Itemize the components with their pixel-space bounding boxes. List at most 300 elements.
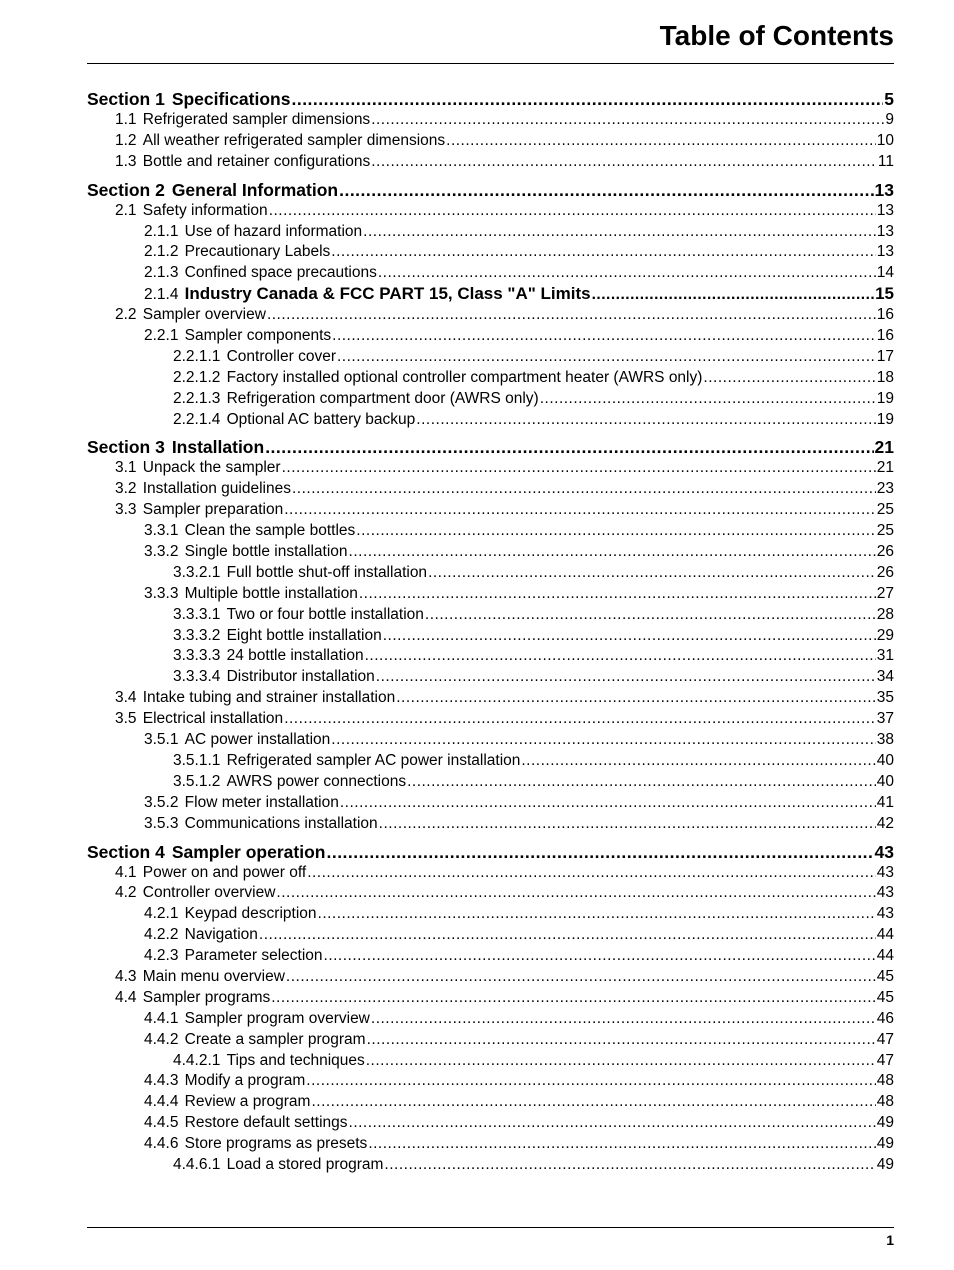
toc-entry-title: Sampler preparation [142,501,284,519]
toc-entry-page: 37 [876,710,894,728]
toc-entry[interactable] [87,730,894,751]
toc-entry-label [144,1113,348,1134]
toc-entry-title: Multiple bottle installation [184,584,358,602]
toc-entry-number: Section 2 [87,179,165,200]
toc-entry-label [115,967,285,988]
toc-entry-number: 1.1 [115,111,137,128]
toc-entry[interactable] [87,410,894,431]
toc-entry-label [87,180,338,201]
toc-entry-label [173,389,539,410]
toc-entry[interactable] [87,1030,894,1051]
page-number: 1 [886,1232,894,1248]
toc-entry-title: Restore default settings [184,1114,348,1132]
toc-entry-number: 3.5.1 [144,731,179,749]
toc-entry-number: 4.4.3 [144,1072,179,1090]
toc-entry-title: Bottle and retainer configurations [142,152,371,170]
toc-entry-title: All weather refrigerated sampler dimensions [142,131,446,149]
toc-entry-page: 42 [876,814,894,832]
dot-leader [383,626,876,647]
toc-entry[interactable] [87,863,894,884]
toc-entry-title: Sampler overview [142,306,266,324]
toc-entry-label [115,500,283,521]
toc-entry-number: 2.2.1.4 [173,410,221,428]
toc-entry[interactable] [87,626,894,647]
toc-entry-label [144,946,323,967]
toc-entry-title: Refrigerated sampler dimensions [142,111,371,128]
toc-entry-number: 1.3 [115,152,137,170]
toc-entry-number: 2.2 [115,306,137,324]
toc-entry-number: 3.3.1 [144,522,179,540]
toc-entry-title: Unpack the sampler [142,459,281,477]
toc-entry-number: 4.1 [115,863,137,881]
toc-entry-label [115,458,281,479]
toc-entry-number: 3.4 [115,689,137,707]
toc-entry-label [115,883,275,904]
toc-entry-label [173,667,375,688]
toc-entry-label [144,284,591,306]
toc-entry[interactable] [87,1009,894,1030]
toc-entry[interactable] [87,458,894,479]
toc-entry-label [115,305,266,326]
toc-entry-page: 16 [876,306,894,324]
toc-entry-label [144,521,355,542]
dot-leader [371,152,877,173]
toc-entry[interactable] [87,605,894,626]
toc-entry-number: 2.2.1 [144,327,179,345]
toc-entry-page: 43 [876,905,894,923]
toc-entry-label [173,1155,383,1176]
toc-entry[interactable] [87,772,894,793]
toc-entry-label [144,814,378,835]
toc-entry-label [144,1071,305,1092]
toc-entry-page: 31 [876,647,894,665]
dot-leader [446,131,876,152]
toc-entry-title: Controller cover [226,347,336,365]
toc-entry-number: Section 3 [87,437,165,458]
toc-entry-label [144,222,362,243]
toc-section-entry[interactable] [87,89,894,110]
toc-entry-title: Installation guidelines [142,480,291,498]
toc-entry-title: Review a program [184,1093,311,1111]
toc-entry[interactable] [87,242,894,263]
toc-entry-page: 28 [876,605,894,623]
toc-entry-page: 46 [876,1009,894,1027]
toc-entry-page: 49 [876,1155,894,1173]
toc-entry-title: Eight bottle installation [226,626,382,644]
dot-leader [376,667,876,688]
toc-entry[interactable] [87,584,894,605]
header-rule [87,63,894,64]
toc-entry-page: 17 [876,347,894,365]
toc-entry-label [173,772,406,793]
toc-entry-label [144,1030,366,1051]
dot-leader [326,842,873,863]
toc-entry-title: Modify a program [184,1072,306,1090]
toc-entry-number: 4.4.4 [144,1093,179,1111]
toc-entry-page: 47 [876,1051,894,1069]
dot-leader [337,347,876,368]
toc-entry-number: 2.1.3 [144,264,179,282]
toc-entry-label [144,584,358,605]
toc-entry[interactable] [87,152,894,173]
toc-entry-title: Confined space precautions [184,264,377,282]
dot-leader [592,285,874,306]
dot-leader [286,967,876,988]
toc-entry-label [173,626,382,647]
toc-entry-title: Clean the sample bottles [184,522,356,540]
toc-entry-number: 2.1 [115,201,137,219]
dot-leader [331,242,875,263]
toc-entry-title: Flow meter installation [184,793,339,811]
toc-entry-page: 43 [876,863,894,881]
toc-entry-page: 40 [876,772,894,790]
toc-entry[interactable] [87,479,894,500]
dot-leader [371,1009,876,1030]
toc-entry-label [144,793,339,814]
toc-entry-number: 4.4.1 [144,1009,179,1027]
toc-entry-label [115,709,283,730]
toc-entry-title: Intake tubing and strainer installation [142,689,396,707]
toc-entry-number: 3.5.2 [144,793,179,811]
toc-entry-number: 3.3.2 [144,543,179,561]
toc-entry-page: 43 [874,841,894,862]
toc-entry-title: Factory installed optional controller compartment heater (AWRS only) [226,368,703,386]
toc-entry-page: 34 [876,668,894,686]
toc-entry[interactable] [87,305,894,326]
toc-entry[interactable] [87,925,894,946]
dot-leader [332,326,876,347]
toc-entry-label [173,605,424,626]
toc-entry-title: Optional AC battery backup [226,410,416,428]
toc-entry-label [144,1009,370,1030]
toc-entry[interactable] [87,883,894,904]
toc-entry-title: Navigation [184,926,258,944]
dot-leader [540,389,876,410]
toc-entry[interactable] [87,814,894,835]
toc-entry-number: 2.2.1.3 [173,389,221,407]
toc-entry-title: Electrical installation [142,710,284,728]
toc-entry-page: 14 [876,264,894,282]
toc-entry-label [173,646,364,667]
toc-entry[interactable] [87,521,894,542]
dot-leader [331,730,875,751]
toc-entry-title: Sampler operation [171,841,326,862]
toc-entry-title: Precautionary Labels [184,243,331,261]
toc-entry[interactable] [87,988,894,1009]
toc-entry-label [144,242,330,263]
toc-entry[interactable] [87,500,894,521]
toc-entry[interactable] [87,563,894,584]
toc-entry-number: 3.2 [115,480,137,498]
toc-entry-page: 13 [874,179,894,200]
toc-entry-page: 13 [876,243,894,261]
toc-entry[interactable] [87,1155,894,1176]
toc-entry[interactable] [87,751,894,772]
toc-entry-title: General Information [171,179,339,200]
toc-entry[interactable] [87,347,894,368]
toc-entry-number: Section 4 [87,841,165,862]
dot-leader [349,1113,876,1134]
toc-entry-label [115,863,306,884]
toc-entry-page: 44 [876,926,894,944]
toc-entry-page: 23 [876,480,894,498]
toc-entry-title: AWRS power connections [226,772,407,790]
toc-entry-number: 4.4.6.1 [173,1155,221,1173]
toc-entry-title: Controller overview [142,884,276,902]
toc-entry-label [115,688,395,709]
toc-entry-number: 4.4.6 [144,1135,179,1153]
toc-entry-title: 24 bottle installation [226,647,364,665]
dot-leader [340,793,876,814]
toc-entry-page: 40 [876,751,894,769]
toc-entry[interactable] [87,389,894,410]
toc-entry-page: 26 [876,543,894,561]
dot-leader [349,542,876,563]
toc-entry-number: 4.2.1 [144,905,179,923]
toc-entry[interactable] [87,542,894,563]
toc-entry-number: Section 1 [87,89,165,109]
toc-entry-number: 4.4.2 [144,1030,179,1048]
dot-leader [311,1092,875,1113]
dot-leader [384,1155,875,1176]
dot-leader [284,500,876,521]
toc-entry-label [115,479,291,500]
toc-entry-number: 4.3 [115,967,137,985]
toc-entry-page: 18 [876,368,894,386]
toc-entry-page: 35 [876,689,894,707]
dot-leader [318,904,876,925]
toc-entry-title: Parameter selection [184,947,323,965]
dot-leader [416,410,875,431]
toc-entry-number: 3.3.3.3 [173,647,221,665]
toc-entry-number: 3.3.3.4 [173,668,221,686]
toc-entry-page: 10 [876,131,894,149]
toc-entry-label [87,437,264,458]
toc-entry-page: 41 [876,793,894,811]
dot-leader [324,946,876,967]
toc-entry[interactable] [87,709,894,730]
dot-leader [378,263,876,284]
toc-entry-title: Sampler programs [142,988,271,1006]
dot-leader [379,814,876,835]
dot-leader [265,437,873,458]
toc-entry-title: Sampler components [184,327,332,345]
dot-leader [367,1030,876,1051]
toc-entry-number: 3.5.1.2 [173,772,221,790]
toc-entry-label [173,410,415,431]
toc-entry[interactable] [87,646,894,667]
dot-leader [359,584,876,605]
toc-entry-title: Main menu overview [142,967,285,985]
toc-entry-number: 2.2.1.1 [173,347,221,365]
toc-entry-page: 5 [884,89,894,109]
table-of-contents [87,89,894,1176]
toc-entry-title: Specifications [171,89,291,109]
toc-entry-label [144,925,258,946]
toc-entry-page: 21 [874,437,894,458]
toc-entry-number: 4.2.3 [144,947,179,965]
toc-entry-number: 3.3.2.1 [173,563,221,581]
toc-entry-number: 3.5.3 [144,814,179,832]
toc-entry-number: 3.3.3.2 [173,626,221,644]
toc-entry-label [173,563,427,584]
toc-entry-label [115,110,370,131]
toc-entry-page: 38 [876,731,894,749]
toc-entry[interactable] [87,263,894,284]
toc-entry-page: 47 [876,1030,894,1048]
toc-entry-number: 1.2 [115,131,137,149]
toc-entry-page: 16 [876,327,894,345]
toc-entry-number: 3.3.3.1 [173,605,221,623]
toc-entry-page: 29 [876,626,894,644]
toc-entry-title: Communications installation [184,814,378,832]
toc-entry-title: Industry Canada & FCC PART 15, Class "A" Limits [184,284,591,304]
toc-section-entry[interactable] [87,437,894,458]
toc-entry-title: Store programs as presets [184,1135,368,1153]
toc-entry[interactable] [87,1134,894,1155]
dot-leader [267,305,876,326]
dot-leader [306,1071,875,1092]
dot-leader [271,988,876,1009]
toc-entry[interactable] [87,1051,894,1072]
dot-leader [407,772,876,793]
toc-entry-page: 11 [877,152,894,170]
dot-leader [425,605,876,626]
toc-entry-title: AC power installation [184,731,331,749]
toc-entry-page: 9 [885,111,894,128]
toc-entry-number: 4.4 [115,988,137,1006]
toc-entry-page: 25 [876,522,894,540]
toc-entry[interactable] [87,222,894,243]
dot-leader [307,863,876,884]
toc-entry[interactable] [87,110,894,131]
toc-entry-label [87,842,325,863]
toc-entry-title: Tips and techniques [226,1051,365,1069]
toc-entry-number: 3.5.1.1 [173,751,221,769]
dot-leader [521,751,875,772]
toc-entry-page: 45 [876,967,894,985]
toc-entry-number: 2.1.1 [144,222,179,240]
toc-entry-number: 3.5 [115,710,137,728]
toc-section-entry[interactable] [87,180,894,201]
toc-entry[interactable] [87,368,894,389]
toc-entry-page: 49 [876,1114,894,1132]
toc-entry-number: 3.3 [115,501,137,519]
toc-entry-label [173,1051,365,1072]
toc-entry-label [87,89,290,110]
toc-entry-page: 25 [876,501,894,519]
toc-entry-page: 26 [876,563,894,581]
dot-leader [291,89,883,110]
toc-entry-label [144,326,331,347]
footer-rule [87,1227,894,1228]
toc-entry[interactable] [87,1092,894,1113]
toc-entry-page: 45 [876,988,894,1006]
toc-entry-label [115,201,268,222]
toc-entry-label [144,904,317,925]
toc-entry-title: Keypad description [184,905,317,923]
toc-entry-label [144,1092,310,1113]
toc-entry-page: 43 [876,884,894,902]
dot-leader [396,688,876,709]
toc-entry-number: 3.3.3 [144,584,179,602]
dot-leader [368,1134,875,1155]
dot-leader [292,479,876,500]
toc-entry[interactable] [87,1071,894,1092]
toc-entry-title: Safety information [142,201,268,219]
toc-entry-page: 13 [876,222,894,240]
toc-entry-label [144,542,348,563]
toc-entry[interactable] [87,946,894,967]
toc-entry[interactable] [87,131,894,152]
toc-entry-title: Create a sampler program [184,1030,366,1048]
toc-entry-number: 2.1.2 [144,243,179,261]
toc-entry[interactable] [87,967,894,988]
toc-entry-label [173,751,520,772]
toc-entry[interactable] [87,1113,894,1134]
dot-leader [284,709,876,730]
toc-entry[interactable] [87,326,894,347]
toc-entry-label [115,152,370,173]
toc-entry-title: Use of hazard information [184,222,363,240]
toc-entry-label [144,263,377,284]
toc-entry-page: 21 [876,459,894,477]
toc-entry-number: 4.4.5 [144,1114,179,1132]
dot-leader [703,368,875,389]
toc-entry-page: 48 [876,1072,894,1090]
toc-entry-title: Sampler program overview [184,1009,370,1027]
dot-leader [371,110,884,131]
toc-entry[interactable] [87,688,894,709]
toc-entry-title: Two or four bottle installation [226,605,424,623]
toc-entry-page: 19 [876,389,894,407]
toc-section-entry[interactable] [87,842,894,863]
toc-entry[interactable] [87,793,894,814]
toc-entry[interactable] [87,667,894,688]
dot-leader [269,201,876,222]
toc-entry-number: 4.2 [115,884,137,902]
page-title: Table of Contents [659,20,894,51]
toc-entry-page: 27 [876,584,894,602]
toc-entry-number: 4.4.2.1 [173,1051,221,1069]
toc-entry-page: 19 [876,410,894,428]
toc-entry-page: 44 [876,947,894,965]
toc-entry-number: 3.1 [115,459,137,477]
toc-entry-title: Refrigerated sampler AC power installation [226,751,521,769]
toc-entry-page: 13 [876,201,894,219]
toc-entry-title: Load a stored program [226,1155,384,1173]
toc-entry-page: 15 [875,284,894,304]
toc-entry-number: 2.1.4 [144,286,179,304]
toc-entry-title: Single bottle installation [184,543,348,561]
toc-entry-title: Full bottle shut-off installation [226,563,428,581]
toc-entry-page: 49 [876,1135,894,1153]
toc-entry[interactable] [87,201,894,222]
dot-leader [259,925,876,946]
toc-entry-title: Power on and power off [142,863,307,881]
toc-entry-title: Distributor installation [226,668,375,686]
toc-entry[interactable] [87,284,894,305]
dot-leader [282,458,876,479]
toc-entry-label [115,988,270,1009]
toc-entry-label [144,730,330,751]
dot-leader [363,222,876,243]
toc-entry-label [173,368,702,389]
dot-leader [276,883,875,904]
toc-entry-label [173,347,336,368]
toc-entry-title: Installation [171,437,265,458]
toc-entry[interactable] [87,904,894,925]
